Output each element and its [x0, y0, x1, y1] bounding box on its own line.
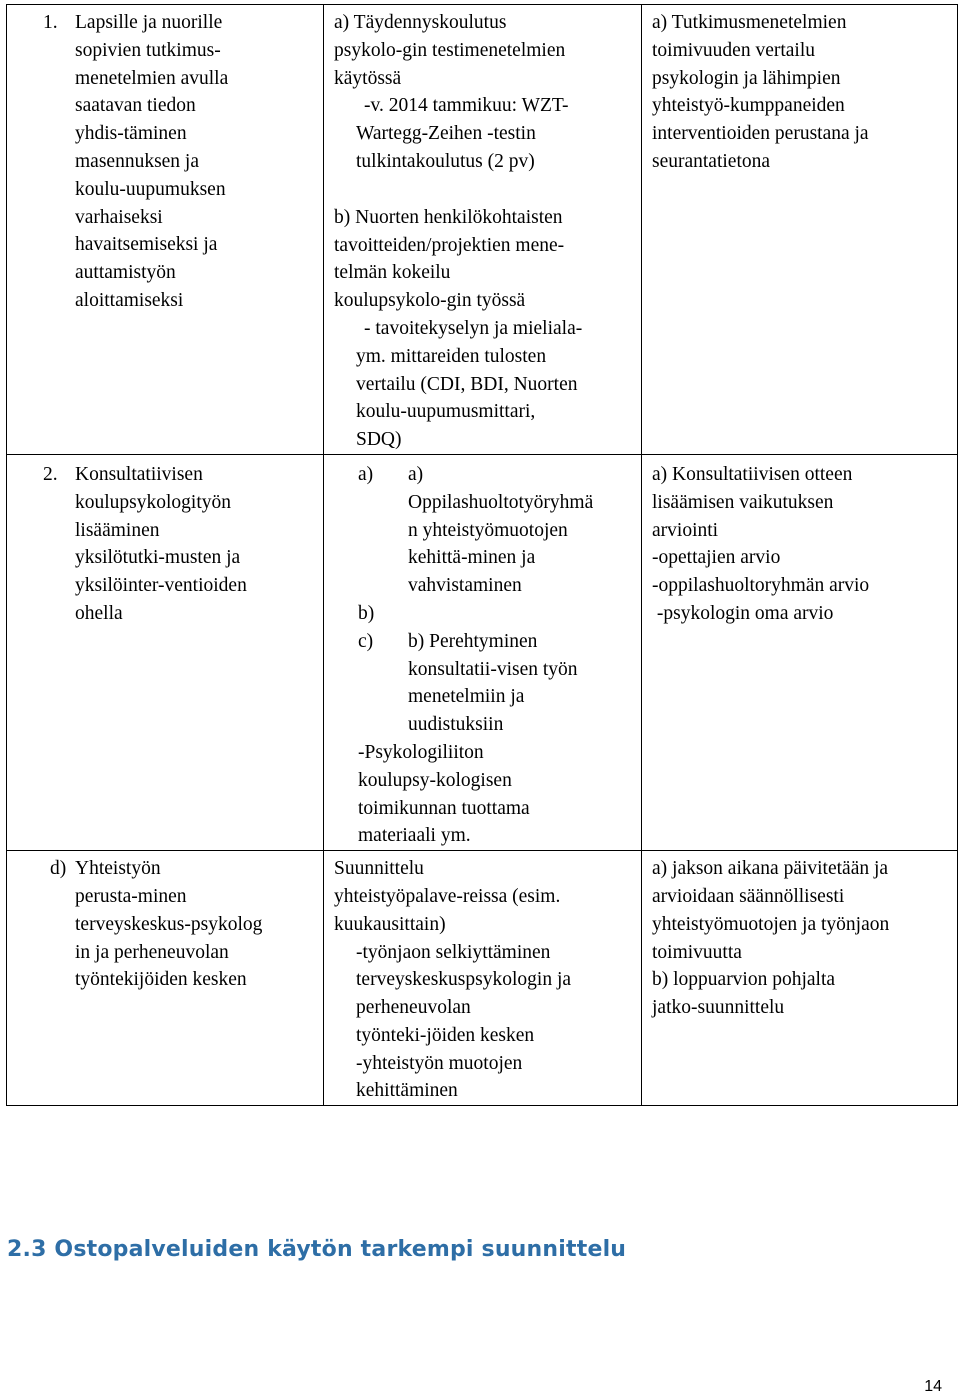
action-cell-1 — [324, 5, 642, 455]
list-item: b) — [358, 602, 375, 624]
action-cell-3: Suunnittelu yhteistyöpalave-reissa (esim. kuukausittain) -työnjaon selkiyttäminen terveyskeskuspsykologin ja perheneuvolan työnteki-jöiden kesken -yhteistyön muotojen kehittäminen — [324, 851, 642, 1106]
action-a: a) Täydennyskoulutus psykolo-gin testimenetelmien käytössä — [334, 12, 566, 89]
evaluation-cell-3: a) jakson aikana päivitetään ja arvioidaan säännöllisesti yhteistyömuotojen ja työnjaon toimivuutta b) loppuarvion pohjalta jatko-suunnittelu — [642, 851, 958, 1106]
list-item: c) b) Perehtyminen konsultatii-visen työn menetelmiin ja uudistuksiin — [358, 630, 578, 736]
goal-cell-2 — [7, 454, 324, 850]
plan-table — [6, 4, 958, 1106]
action-tail: -Psykologiliiton koulupsy-kologisen toimikunnan tuottama materiaali ym. — [358, 741, 530, 847]
action-b-detail: - tavoitekyselyn ja mieliala- ym. mittareiden tulosten vertailu (CDI, BDI, Nuorten koulu-uupumusmittari, SDQ) — [356, 317, 583, 451]
goal-number: 2. — [43, 463, 58, 485]
evaluation-cell-1: a) Tutkimusmenetelmien toimivuuden vertailu psykologin ja lähimpien yhteistyö-kumppaneiden interventioiden perustana ja seurantatietona — [642, 5, 958, 455]
action-b: b) Nuorten henkilökohtaisten tavoitteiden/projektien mene- telmän kokeilu koulupsykolo-gin työssä — [334, 206, 565, 312]
goal-text: Yhteistyön perusta-minen terveyskeskus-psykolog in ja perheneuvolan työntekijöiden kesken — [75, 858, 263, 991]
goal-number: 1. — [43, 12, 58, 33]
table-row — [7, 454, 958, 850]
action-list — [334, 461, 631, 739]
action-a-detail: -v. 2014 tammikuu: WZT- Wartegg-Zeihen -testin tulkintakoulutus (2 pv) — [356, 95, 569, 172]
goal-cell-1 — [7, 5, 324, 455]
list-item: a) a) Oppilashuoltotyöryhmä n yhteistyömuotojen kehittä-minen ja vahvistaminen — [358, 463, 594, 597]
table-row — [7, 851, 958, 1106]
evaluation-cell-2: a) Konsultatiivisen otteen lisäämisen vaikutuksen arviointi -opettajien arvio -oppilashuoltoryhmän arvio -psykologin oma arvio — [642, 454, 958, 850]
goal-cell-3 — [7, 851, 324, 1106]
goal-text: Konsultatiivisen koulupsykologityön lisääminen yksilötutki-musten ja yksilöinter-ventioiden ohella — [75, 463, 247, 624]
action-cell-2 — [324, 454, 642, 850]
section-heading: 2.3 Ostopalveluiden käytön tarkempi suunnittelu — [7, 1237, 627, 1262]
goal-number: d) — [50, 858, 67, 880]
action-detail: -työnjaon selkiyttäminen terveyskeskuspsykologin ja perheneuvolan työnteki-jöiden kesken -yhteistyön muotojen kehittäminen — [356, 941, 572, 1102]
table-row — [7, 5, 958, 455]
page-number: 14 — [924, 1378, 942, 1395]
goal-text: Lapsille ja nuorille sopivien tutkimus- menetelmien avulla saatavan tiedon yhdis-täminen masennuksen ja koulu-uupumuksen varhaiseksi havaitsemiseksi ja auttamistyön aloittamiseksi — [75, 12, 229, 311]
